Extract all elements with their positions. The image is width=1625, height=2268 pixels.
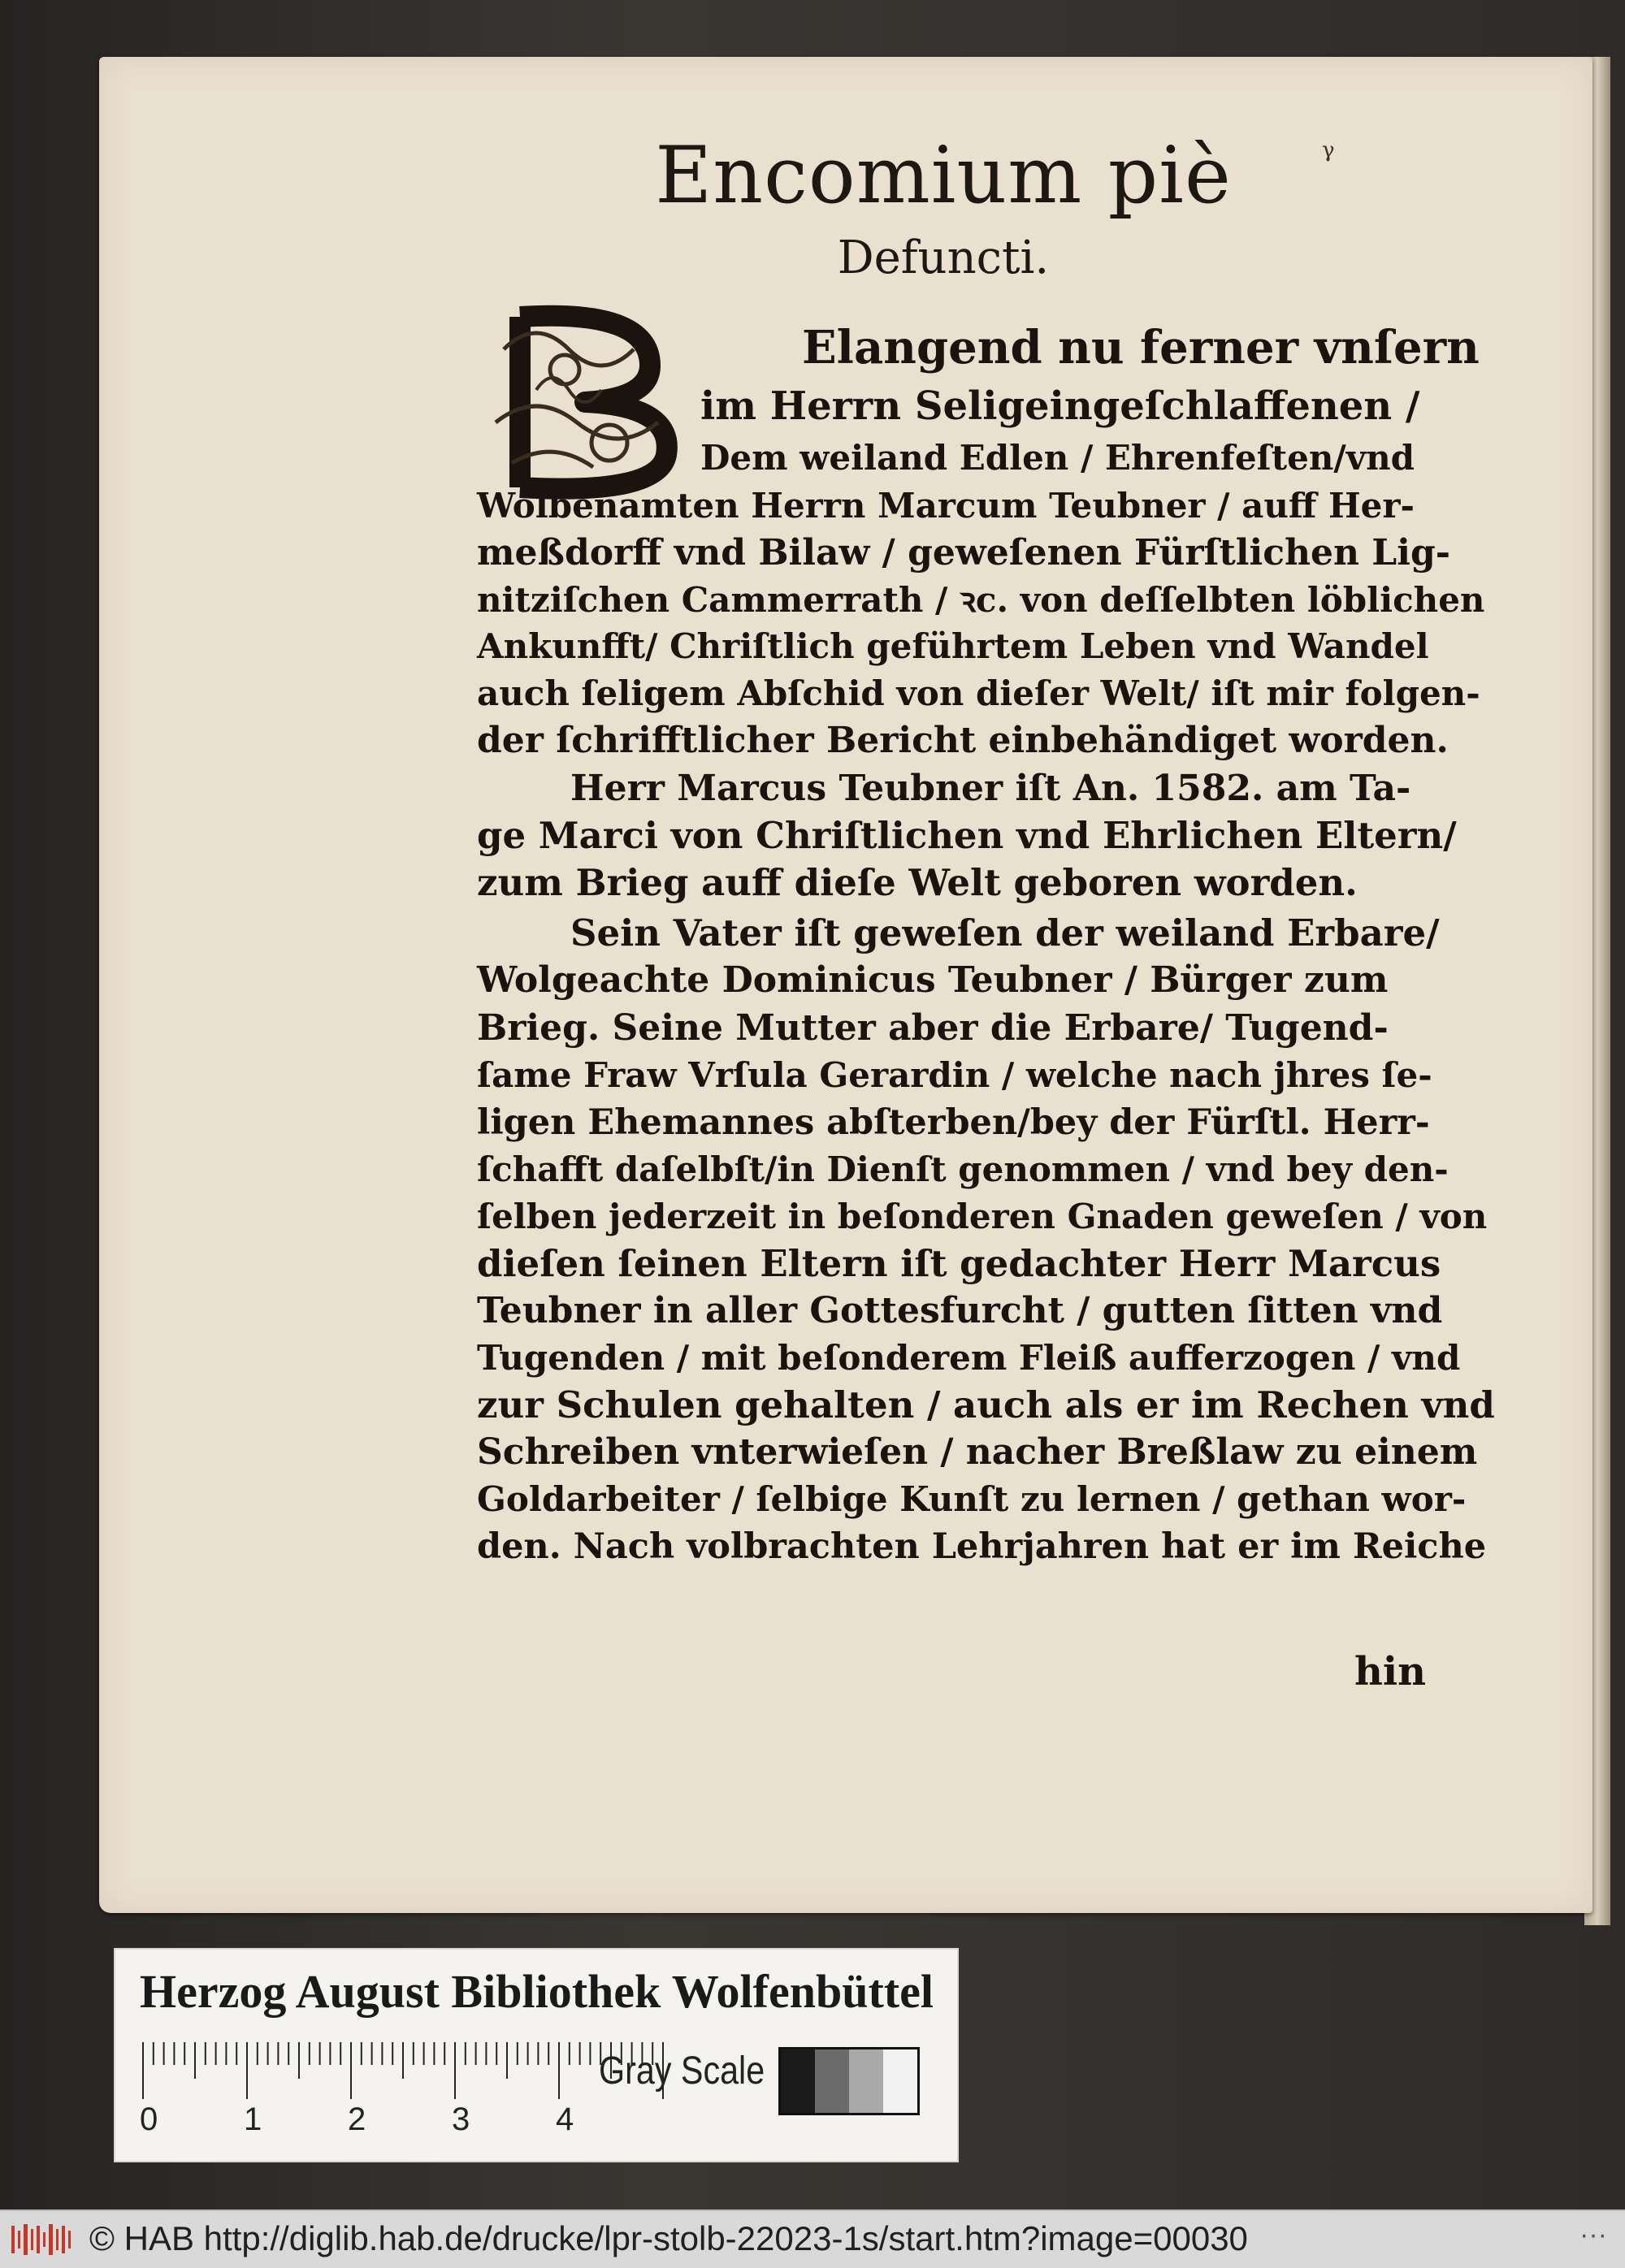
text-line: Sein Vater iſt geweſen der weiland Erbare/: [570, 911, 1440, 954]
text-line: ſame Fraw Vrſula Gerardin / welche nach jhres ſe-: [477, 1055, 1432, 1095]
footer-bar: [0, 2210, 1625, 2268]
text-line: zum Brieg auff dieſe Welt geboren worden.: [477, 861, 1358, 904]
text-line: ſelben jederzeit in beſonderen Gnaden geweſen / von: [477, 1197, 1488, 1236]
text-line: ligen Ehemannes abſterben/bey der Fürſtl. Herr-: [477, 1102, 1430, 1143]
page-title: Encomium piè: [655, 130, 1232, 221]
text-line: auch ſeligem Abſchid von dieſer Welt/ iſt mir folgen-: [477, 673, 1480, 713]
barcode-logo-icon: [10, 2223, 73, 2257]
page-subtitle: Defuncti.: [837, 232, 1050, 284]
ruler-number: 0: [140, 2101, 158, 2136]
text-line: Goldarbeiter / ſelbige Kunſt zu lernen / gethan wor-: [477, 1479, 1467, 1519]
gray-scale-swatches: [778, 2047, 920, 2115]
decorated-initial-b: [488, 301, 700, 504]
ruler-number: 3: [452, 2101, 470, 2136]
gray-swatch: [815, 2049, 849, 2113]
gray-scale-label: Gray Scale: [599, 2049, 765, 2093]
text-line: Teubner in aller Gottesfurcht / gutten ſitten vnd: [477, 1290, 1443, 1331]
ruler-number: 1: [244, 2101, 262, 2136]
text-line: nitziſchen Cammerrath / ꝛc. von deſſelbten löblichen: [477, 580, 1485, 620]
text-line: Brieg. Seine Mutter aber die Erbare/ Tugend-: [477, 1007, 1389, 1049]
footer-source-link[interactable]: © HAB http://diglib.hab.de/drucke/lpr-stolb-22023-1s/start.htm?image=00030: [89, 2219, 1248, 2257]
more-options-icon[interactable]: ···: [1580, 2219, 1607, 2250]
text-line: im Herrn Seligeingeſchlaffenen /: [700, 383, 1420, 429]
ruler-number: 4: [556, 2101, 574, 2136]
library-name: Herzog August Bibliothek Wolfenbüttel: [140, 1965, 934, 2018]
text-line: Schreiben vnterwieſen / nacher Breßlaw zu einem: [477, 1431, 1478, 1473]
folio-mark: γ: [1322, 138, 1335, 162]
gray-swatch: [849, 2049, 883, 2113]
text-line: Tugenden / mit beſonderem Fleiß aufferzogen / vnd: [477, 1338, 1461, 1378]
text-line: der ſchrifftlicher Bericht einbehändiget worden.: [477, 720, 1449, 761]
ruler-number: 2: [348, 2101, 366, 2136]
gray-swatch: [883, 2049, 917, 2113]
text-line: Elangend nu ferner vnſern: [802, 321, 1480, 374]
measuring-ruler: [140, 2039, 676, 2136]
text-line: ge Marci von Chriſtlichen vnd Ehrlichen Eltern/: [477, 814, 1457, 857]
text-line: Herr Marcus Teubner iſt An. 1582. am Ta-: [570, 768, 1411, 809]
text-line: Wolgeachte Dominicus Teubner / Bürger zum: [477, 959, 1389, 1001]
color-calibration-card: [114, 1948, 959, 2162]
catchword: hin: [1354, 1649, 1427, 1695]
text-line: Ankunfft/ Chriſtlich geführtem Leben vnd Wandel: [477, 626, 1429, 666]
text-line: zur Schulen gehalten / auch als er im Rechen vnd: [477, 1383, 1495, 1426]
gray-swatch: [781, 2049, 815, 2113]
text-line: meßdorff vnd Bilaw / geweſenen Fürſtlichen Lig-: [477, 532, 1450, 573]
text-line: ſchafft daſelbſt/in Dienſt genommen / vnd bey den-: [477, 1149, 1449, 1189]
book-page: [99, 57, 1592, 1913]
text-line: den. Nach volbrachten Lehrjahren hat er im Reiche: [477, 1526, 1487, 1567]
text-line: dieſen ſeinen Eltern iſt gedachter Herr Marcus: [477, 1242, 1441, 1285]
text-line: Wolbenamten Herrn Marcum Teubner / auff Her-: [477, 486, 1415, 526]
text-line: Dem weiland Edlen / Ehrenfeſten/vnd: [700, 438, 1415, 478]
